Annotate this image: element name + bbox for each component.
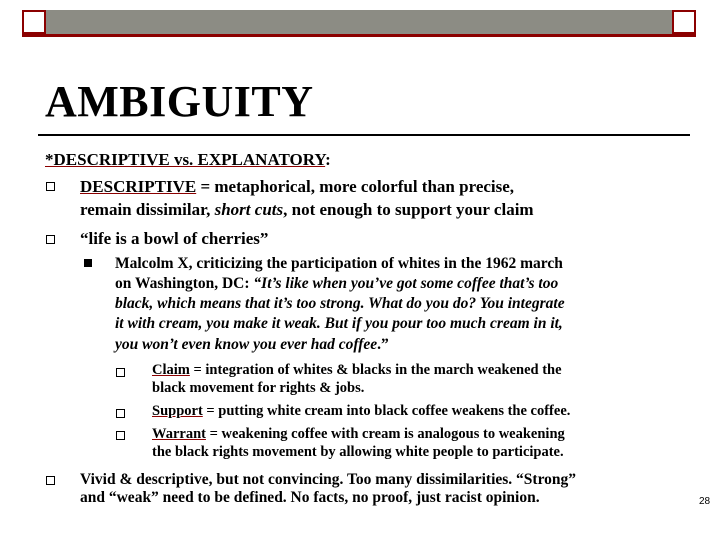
quote-line1: Malcolm X, criticizing the participation of whites in the 1962 march	[115, 255, 563, 272]
heading-colon: :	[325, 150, 331, 169]
hollow-square-bullet-icon	[116, 409, 125, 418]
warrant-line1-text: = weakening coffee with cream is analogous to weakening	[205, 426, 565, 442]
support-text: = putting white cream into black coffee weakens the coffee.	[202, 403, 571, 419]
bullet1-line2-italic: short cuts	[214, 200, 284, 219]
bullet3-line2: and “weak” need to be defined. No facts, no proof, just racist opinion.	[80, 489, 540, 506]
hollow-square-bullet-icon	[46, 235, 55, 244]
bullet1-line2-b: , not enough to support your claim	[283, 200, 534, 219]
hollow-square-bullet-icon	[46, 182, 55, 191]
page-number: 28	[699, 496, 711, 507]
bullet1-line1-text: = metaphorical, more colorful than precise,	[196, 177, 515, 196]
solid-square-bullet-icon	[84, 259, 92, 267]
support-term-link[interactable]: Support	[152, 403, 203, 419]
bullet1-line2-a: remain dissimilar,	[80, 200, 215, 219]
bullet1-line2	[80, 200, 534, 219]
heading-line	[45, 150, 331, 169]
hollow-square-bullet-icon	[116, 431, 125, 440]
quote-line5	[115, 335, 389, 354]
claim-line1	[152, 362, 562, 379]
bullet2-text: “life is a bowl of cherries”	[80, 229, 269, 248]
quote-line4: it with cream, you make it weak. But if you pour too much cream in it,	[115, 315, 563, 332]
hollow-square-bullet-icon	[116, 368, 125, 377]
bullet1-line1	[80, 177, 514, 196]
quote-line5-end: .”	[377, 336, 389, 353]
warrant-term-link[interactable]: Warrant	[152, 426, 206, 442]
slide-title: AMBIGUITY	[45, 77, 314, 126]
warrant-line2: the black rights movement by allowing white people to participate.	[152, 444, 564, 460]
claim-line1-text: = integration of whites & blacks in the march weakened the	[189, 362, 562, 378]
claim-term-link[interactable]: Claim	[152, 362, 190, 378]
descriptive-term-link[interactable]: DESCRIPTIVE	[80, 177, 197, 196]
claim-line2: black movement for rights & jobs.	[152, 380, 365, 396]
support-line	[152, 403, 570, 420]
quote-line2-italic: “It’s like when you’ve got some coffee that’s too	[253, 275, 559, 292]
quote-line2	[115, 274, 558, 293]
heading-link[interactable]: *DESCRIPTIVE vs. EXPLANATORY	[45, 150, 326, 169]
hollow-square-bullet-icon	[46, 476, 55, 485]
quote-line2-a: on Washington, DC:	[115, 275, 254, 292]
bullet3-line1: Vivid & descriptive, but not convincing. Too many dissimilarities. “Strong”	[80, 471, 577, 488]
warrant-line1	[152, 426, 565, 443]
quote-line5-italic: you won’t even know you ever had coffee	[115, 336, 378, 353]
quote-line3: black, which means that it’s too strong. What do you do? You integrate	[115, 295, 565, 312]
